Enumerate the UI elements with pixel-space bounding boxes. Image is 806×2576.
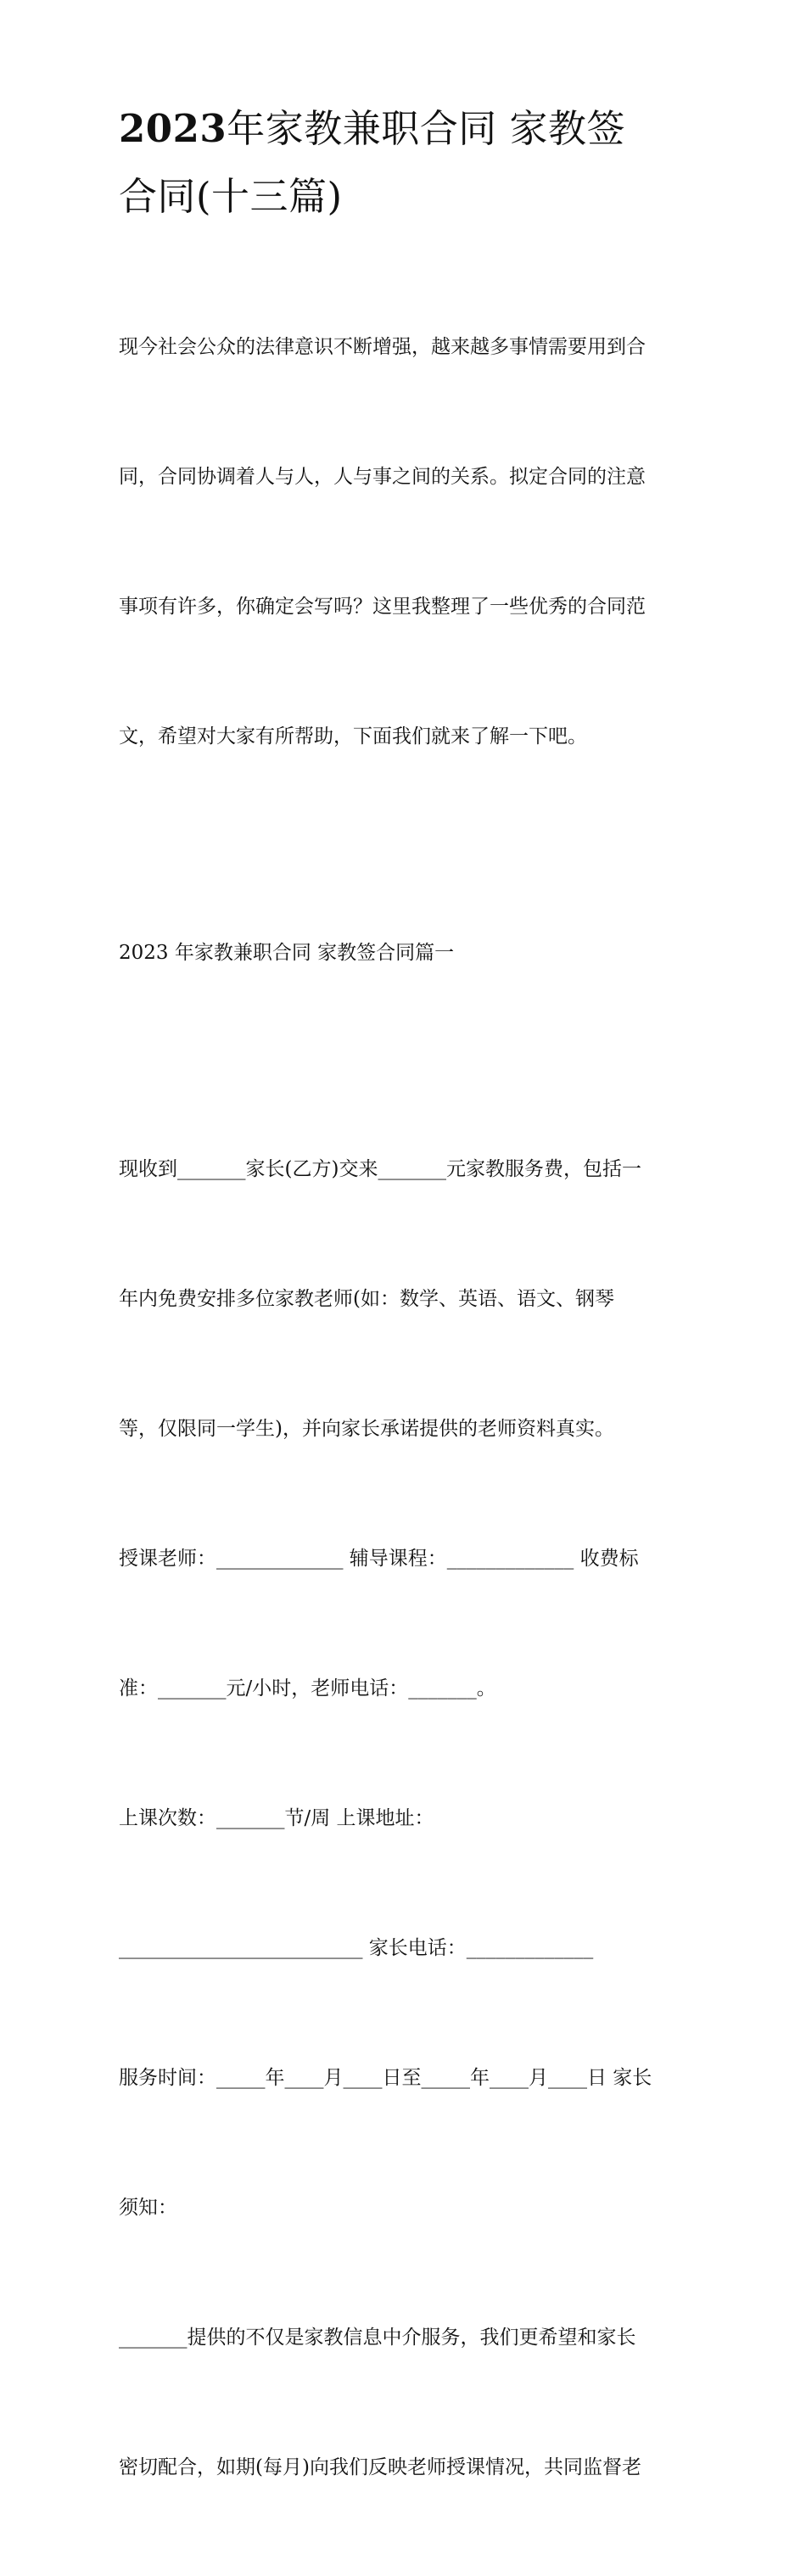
document-page bbox=[119, 95, 696, 2576]
body-line: 服务时间：_____年____月____日至_____年____月____日 家长 bbox=[119, 2067, 652, 2089]
section-heading bbox=[119, 845, 696, 1061]
title-year: 2023 bbox=[119, 106, 227, 151]
body-line: 现收到_______家长(乙方)交来_______元家教服务费，包括一 bbox=[119, 1158, 641, 1180]
document-title bbox=[119, 95, 696, 231]
intro-line: 现今社会公众的法律意识不断增强，越来越多事情需要用到合 bbox=[119, 336, 646, 358]
body-line: _______提供的不仅是家教信息中介服务，我们更希望和家长 bbox=[119, 2327, 636, 2349]
section-heading-text: 2023 年家教兼职合同 家教签合同篇一 bbox=[119, 942, 455, 964]
body-line: 须知： bbox=[119, 2197, 177, 2219]
intro-line: 文，希望对大家有所帮助，下面我们就来了解一下吧。 bbox=[119, 725, 587, 748]
intro-paragraph bbox=[119, 239, 696, 845]
contract-body bbox=[119, 1061, 696, 2576]
body-line: 密切配合，如期(每月)向我们反映老师授课情况，共同监督老 bbox=[119, 2456, 641, 2478]
body-line: 授课老师：_____________ 辅导课程：_____________ 收费标 bbox=[119, 1548, 639, 1570]
title-line-1-text: 年家教兼职合同 家教签 bbox=[227, 106, 626, 151]
intro-line: 同，合同协调着人与人，人与事之间的关系。拟定合同的注意 bbox=[119, 466, 646, 488]
body-line: _________________________ 家长电话：_____________ bbox=[119, 1937, 594, 1959]
body-line: 上课次数：_______节/周 上课地址： bbox=[119, 1807, 434, 1829]
title-line-2: 合同(十三篇) bbox=[119, 174, 343, 219]
body-line: 准：_______元/小时，老师电话：_______。 bbox=[119, 1677, 496, 1700]
body-line: 等，仅限同一学生)，并向家长承诺提供的老师资料真实。 bbox=[119, 1418, 614, 1440]
title-line-1 bbox=[119, 95, 696, 163]
body-line: 年内免费安排多位家教老师(如：数学、英语、语文、钢琴 bbox=[119, 1288, 614, 1310]
intro-line: 事项有许多，你确定会写吗？这里我整理了一些优秀的合同范 bbox=[119, 596, 646, 618]
